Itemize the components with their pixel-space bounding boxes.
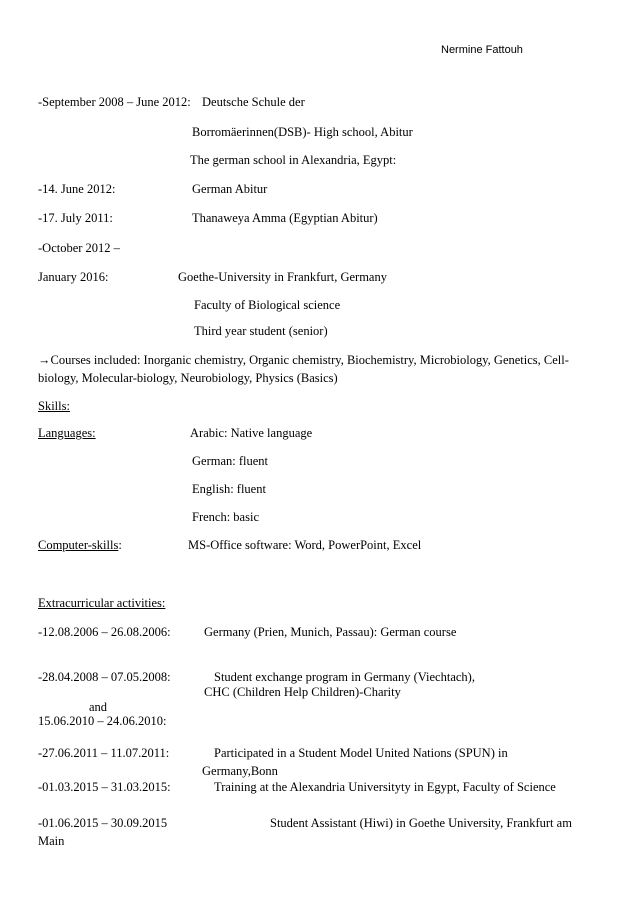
skills-heading: Skills: <box>38 399 70 413</box>
language-french: French: basic <box>192 510 259 524</box>
computer-skills-colon: : <box>118 538 122 552</box>
activity-text: Student Assistant (Hiwi) in Goethe University, Frankfurt am <box>270 816 572 830</box>
entry-status: Third year student (senior) <box>194 324 328 338</box>
courses-text: Courses included: Inorganic chemistry, Organic chemistry, Biochemistry, Microbiology, Genetics, Cell-biology, Molecular-biology, Neurobiology, Physics (Basics) <box>38 353 569 385</box>
activity-date: -12.08.2006 – 26.08.2006: <box>38 625 171 639</box>
entry-date: -September 2008 – June 2012: <box>38 95 191 109</box>
arrow-icon: → <box>38 353 51 367</box>
computer-skills-label <box>38 537 122 553</box>
activity-date: -01.06.2015 – 30.09.2015 <box>38 816 168 830</box>
language-arabic: Arabic: Native language <box>190 426 313 440</box>
activity-and: and <box>89 700 108 714</box>
computer-skills-label-text: Computer-skills <box>38 538 119 552</box>
activity-date: -01.03.2015 – 31.03.2015: <box>38 780 171 794</box>
entry-date-line2: January 2016: <box>38 270 109 284</box>
activity-text-line2: Main <box>38 834 65 848</box>
activity-text: Participated in a Student Model United Nations (SPUN) in <box>214 746 508 760</box>
activity-date: -27.06.2011 – 11.07.2011: <box>38 746 170 760</box>
entry-date: -17. July 2011: <box>38 211 113 225</box>
entry-title: German Abitur <box>192 182 268 196</box>
languages-label: Languages: <box>38 426 96 440</box>
activity-date: -28.04.2008 – 07.05.2008: <box>38 670 171 684</box>
entry-faculty: Faculty of Biological science <box>194 298 341 312</box>
entry-date-line1: -October 2012 – <box>38 241 120 255</box>
activity-text: Training at the Alexandria Universityty in Egypt, Faculty of Science <box>214 780 556 794</box>
activity-text-line2: Germany,Bonn <box>202 764 278 778</box>
computer-skills-value: MS-Office software: Word, PowerPoint, Excel <box>188 538 422 552</box>
language-english: English: fluent <box>192 482 266 496</box>
entry-school-line2: Borromäerinnen(DSB)- High school, Abitur <box>192 125 413 139</box>
entry-title: Thanaweya Amma (Egyptian Abitur) <box>192 211 378 225</box>
entry-university: Goethe-University in Frankfurt, Germany <box>178 270 387 284</box>
activity-date2: 15.06.2010 – 24.06.2010: <box>38 714 167 728</box>
entry-date: -14. June 2012: <box>38 182 116 196</box>
entry-school-line3: The german school in Alexandria, Egypt: <box>190 153 397 167</box>
activity-text-line2: CHC (Children Help Children)-Charity <box>204 685 401 699</box>
language-german: German: fluent <box>192 454 269 468</box>
entry-school: Deutsche Schule der <box>202 95 305 109</box>
activity-text: Student exchange program in Germany (Viechtach), <box>214 670 475 684</box>
courses-paragraph <box>38 351 598 387</box>
extracurricular-heading: Extracurricular activities: <box>38 596 166 610</box>
page-header-name: Nermine Fattouh <box>441 44 523 56</box>
activity-text: Germany (Prien, Munich, Passau): German course <box>204 625 457 639</box>
